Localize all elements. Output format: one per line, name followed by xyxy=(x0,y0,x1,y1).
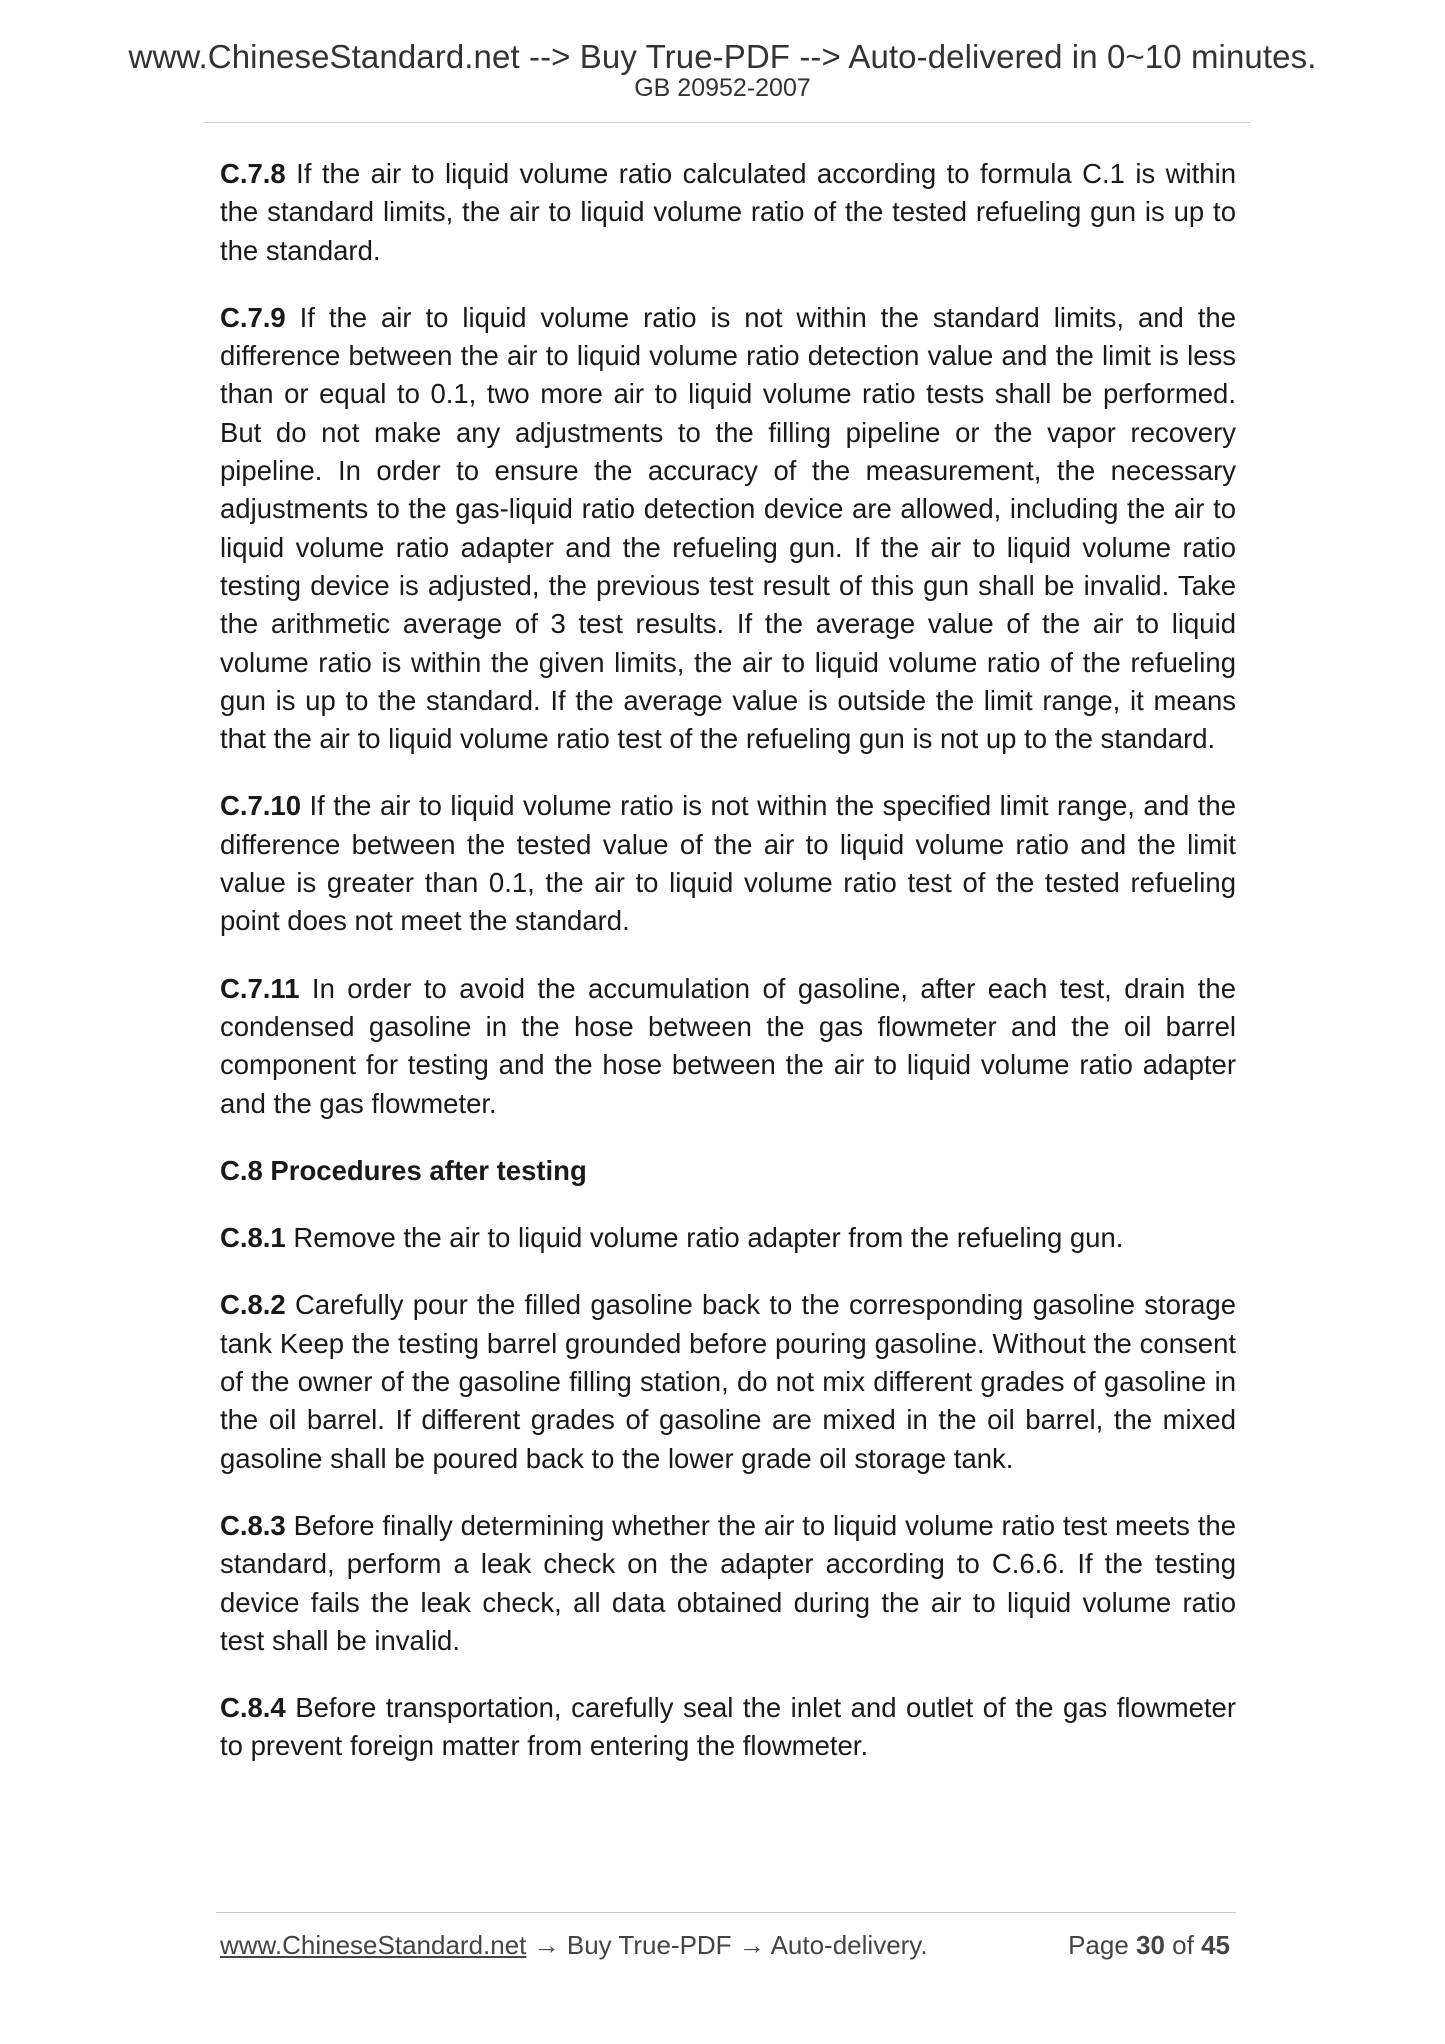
clause-c-8-4 xyxy=(220,1689,1236,1766)
clause-c-8-1 xyxy=(220,1219,1236,1257)
clause-c-8-3 xyxy=(220,1507,1236,1660)
clause-number: C.7.10 xyxy=(220,790,302,822)
clause-c-7-8 xyxy=(220,155,1236,270)
standard-code: GB 20952-2007 xyxy=(634,74,811,102)
clause-text: In order to avoid the accumulation of gasoline, after each test, drain the condensed gasoline in the hose between the gas flowmeter and the oil barrel component for testing and the hose between the air to liquid volume ratio adapter and the gas flowmeter. xyxy=(220,972,1236,1119)
footer-divider xyxy=(216,1912,1236,1913)
total-pages: 45 xyxy=(1201,1930,1230,1960)
clause-text: Carefully pour the filled gasoline back to the corresponding gasoline storage tank Keep the testing barrel grounded before pouring gasoline. Without the consent of the owner of the gasoline filling station, do not mix different grades of gasoline in the oil barrel. If different grades of gasoline are mixed in the oil barrel, the mixed gasoline shall be poured back to the lower grade oil storage tank. xyxy=(220,1289,1236,1474)
of-word: of xyxy=(1164,1930,1202,1960)
page-body xyxy=(220,155,1236,1795)
page-indicator xyxy=(1068,1930,1230,1961)
clause-number: C.8.1 xyxy=(220,1222,286,1254)
clause-number: C.7.11 xyxy=(220,972,300,1004)
section-heading-c-8 xyxy=(220,1152,1236,1190)
header-banner: www.ChineseStandard.net --> Buy True-PDF --> Auto-delivered in 0~10 minutes. xyxy=(128,38,1317,75)
clause-text: Remove the air to liquid volume ratio adapter from the refueling gun. xyxy=(285,1222,1124,1254)
page-word: Page xyxy=(1068,1930,1137,1960)
clause-number: C.7.8 xyxy=(220,158,286,189)
clause-c-8-2 xyxy=(220,1286,1236,1477)
clause-number: C.8.4 xyxy=(220,1692,286,1724)
clause-number: C.8.2 xyxy=(220,1289,286,1321)
footer-tagline-text: → Buy True-PDF → Auto-delivery. xyxy=(526,1930,928,1960)
footer-site-link[interactable]: www.ChineseStandard.net xyxy=(220,1930,527,1960)
clause-c-7-10 xyxy=(220,787,1236,940)
clause-text: Before finally determining whether the air to liquid volume ratio test meets the standard, perform a leak check on the adapter according to C.6.6. If the testing device fails the leak check, all data obtained during the air to liquid volume ratio test shall be invalid. xyxy=(220,1509,1236,1656)
clause-text: Before transportation, carefully seal the inlet and outlet of the gas flowmeter to prevent foreign matter from entering the flowmeter. xyxy=(220,1692,1236,1762)
page-number: 30 xyxy=(1136,1930,1165,1960)
clause-number: C.8.3 xyxy=(220,1509,286,1541)
clause-c-7-11 xyxy=(220,970,1236,1123)
clause-text: If the air to liquid volume ratio is not within the specified limit range, and the difference between the tested value of the air to liquid volume ratio and the limit value is greater than 0.1, the air to liquid volume ratio test of the tested refueling point does not meet the standard. xyxy=(220,790,1236,937)
clause-c-7-9 xyxy=(220,299,1236,759)
footer-tagline xyxy=(220,1930,928,1961)
clause-text: If the air to liquid volume ratio is not within the standard limits, and the difference between the air to liquid volume ratio detection value and the limit is less than or equal to 0.1, two more air to liquid volume ratio tests shall be performed. But do not make any adjustments to the filling pipeline or the vapor recovery pipeline. In order to ensure the accuracy of the measurement, the necessary adjustments to the gas-liquid ratio detection device are allowed, including the air to liquid volume ratio adapter and the refueling gun. If the air to liquid volume ratio testing device is adjusted, the previous test result of this gun shall be invalid. Take the arithmetic average of 3 test results. If the average value of the air to liquid volume ratio is within the given limits, the air to liquid volume ratio of the refueling gun is up to the standard. If the average value is outside the limit range, it means that the air to liquid volume ratio test of the refueling gun is not up to the standard. xyxy=(220,301,1236,755)
section-heading: C.8 Procedures after testing xyxy=(220,1154,587,1186)
clause-number: C.7.9 xyxy=(220,301,286,333)
clause-text: If the air to liquid volume ratio calculated according to formula C.1 is within the standard limits, the air to liquid volume ratio of the tested refueling gun is up to the standard. xyxy=(220,158,1236,266)
header-divider xyxy=(205,122,1250,123)
